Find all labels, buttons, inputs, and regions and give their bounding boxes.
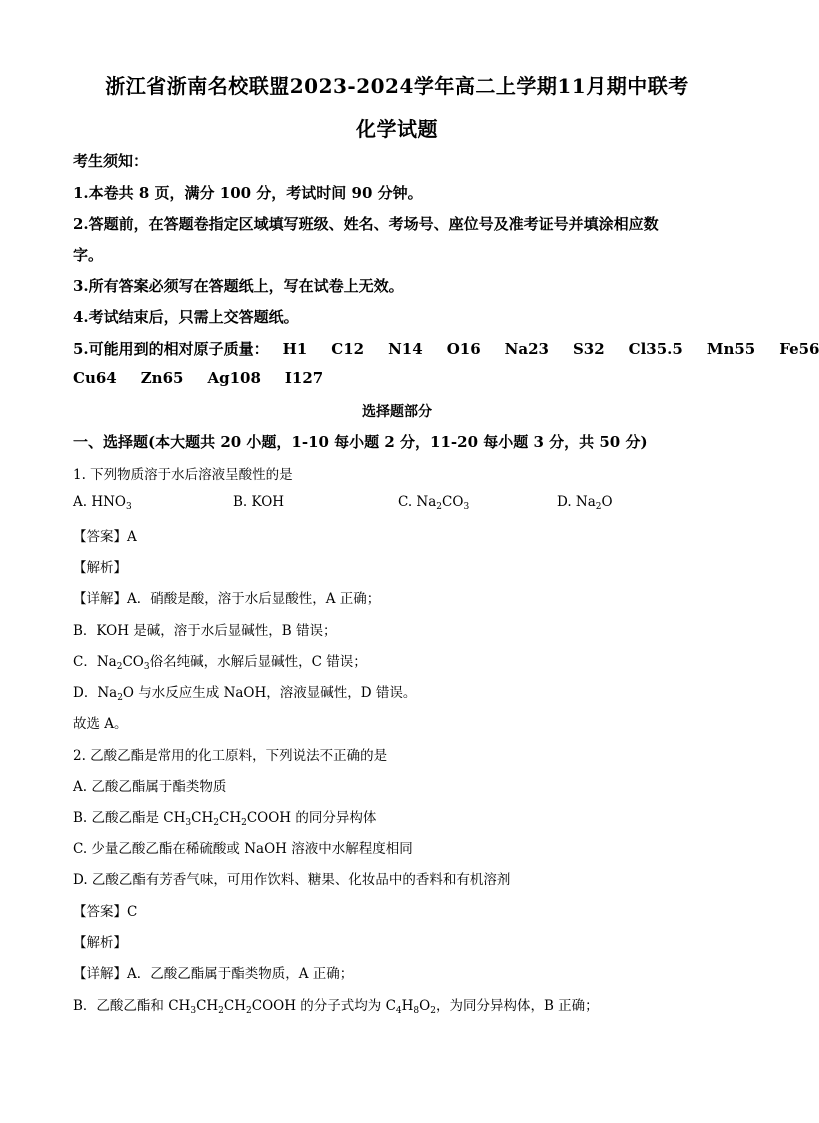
mass-mn: Mn55: [706, 340, 756, 358]
mass-o: O16: [446, 340, 481, 358]
notice-item-1: 1.本卷共 8 页，满分 100 分，考试时间 90 分钟。: [73, 184, 423, 202]
q2-option-c: C. 少量乙酸乙酯在稀硫酸或 NaOH 溶液中水解程度相同: [73, 841, 413, 857]
q1-option-a: A. $HNO_3$: [73, 494, 132, 512]
mass-ag: Ag108: [207, 369, 261, 387]
q1-conclusion: 故选 A。: [73, 716, 128, 732]
q2-option-d: D. 乙酸乙酯有芳香气味，可用作饮料、糖果、化妆品中的香料和有机溶剂: [73, 872, 511, 888]
q2-analysis: 【解析】: [73, 935, 127, 951]
mass-cu: Cu64: [73, 369, 117, 387]
q1-detail-d: D．$Na_2O$ 与水反应生成 NaOH，溶液显碱性，D 错误。: [73, 685, 417, 703]
atomic-masses-row-1: [73, 338, 819, 359]
document-title: 浙江省浙南名校联盟2023-2024学年高二上学期11月期中联考: [105, 74, 689, 98]
part-heading: 一、选择题(本大题共 20 小题，1-10 每小题 2 分，11-20 每小题 3 分，共 50 分): [73, 433, 648, 451]
atomic-masses-label: 5.可能用到的相对原子质量：: [73, 340, 269, 358]
q2-option-b: B. 乙酸乙酯是 $CH_3CH_2CH_2COOH$ 的同分异构体: [73, 810, 377, 828]
atomic-masses-row-2: [73, 369, 347, 387]
mass-i: I127: [284, 369, 324, 387]
document-subtitle: 化学试题: [356, 117, 438, 141]
q1-detail-b: B．KOH 是碱，溶于水后显碱性，B 错误；: [73, 623, 337, 639]
q2-answer: 【答案】C: [73, 904, 138, 920]
mass-n: N14: [388, 340, 423, 358]
q1-analysis: 【解析】: [73, 560, 127, 576]
q2-stem: 2. 乙酸乙酯是常用的化工原料，下列说法不正确的是: [73, 748, 388, 764]
mass-na: Na23: [504, 340, 549, 358]
q1-option-d: D. $Na_2O$: [557, 494, 613, 512]
mass-fe: Fe56: [779, 340, 819, 358]
notice-heading: 考生须知：: [73, 152, 149, 170]
q1-option-b: B. KOH: [233, 494, 285, 510]
q1-answer: 【答案】A: [73, 529, 137, 545]
q1-stem: 1. 下列物质溶于水后溶液呈酸性的是: [73, 467, 293, 483]
q1-detail-c: C．$Na_2CO_3$俗名纯碱，水解后显碱性，C 错误；: [73, 654, 367, 672]
mass-zn: Zn65: [140, 369, 184, 387]
q2-detail-b: B．乙酸乙酯和 $CH_3CH_2CH_2COOH$ 的分子式均为 $C_4H_8O_2$，为同分异构体，B 正确；: [73, 998, 599, 1016]
q2-detail: 【详解】A．乙酸乙酯属于酯类物质，A 正确；: [73, 966, 354, 982]
q2-option-a: A. 乙酸乙酯属于酯类物质: [73, 779, 227, 795]
mass-c: C12: [331, 340, 365, 358]
mass-h: H1: [282, 340, 308, 358]
notice-item-2: 2.答题前，在答题卷指定区域填写班级、姓名、考场号、座位号及准考证号并填涂相应数: [73, 215, 659, 233]
notice-item-2-cont: 字。: [73, 246, 104, 264]
mass-cl: Cl35.5: [628, 340, 683, 358]
q1-option-c: C. $Na_2CO_3$: [398, 494, 470, 512]
notice-item-3: 3.所有答案必须写在答题纸上，写在试卷上无效。: [73, 277, 404, 295]
mass-s: S32: [572, 340, 605, 358]
section-title: 选择题部分: [362, 404, 432, 420]
q1-options: [0, 494, 794, 514]
q1-detail: 【详解】A．硝酸是酸，溶于水后显酸性，A 正确；: [73, 591, 381, 607]
notice-item-4: 4.考试结束后，只需上交答题纸。: [73, 308, 299, 326]
